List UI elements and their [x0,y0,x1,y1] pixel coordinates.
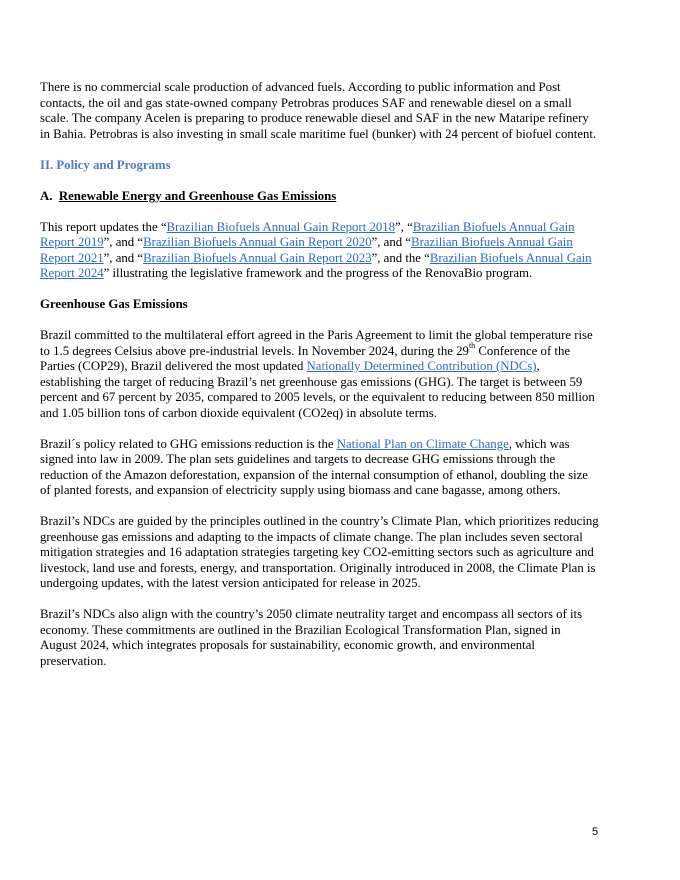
report-text-4: ”, and “ [371,235,412,249]
paris-text-2: Conference of the Parties (COP29), Brazil delivered the most updated [40,343,571,373]
document-body [40,80,600,685]
advanced-fuels-paragraph: There is no commercial scale production of advanced fuels. According to public information and Post contacts, the oil and gas state-owned company Petrobras produces SAF and renewable diesel on a small scale. The company Acelen is preparing to produce renewable diesel and SAF in the new Mataripe refinery in Bahia. Petrobras is also investing in small scale maritime fuel (bunker) with 24 percent of biofuel content. [40,80,597,141]
report-text-1: This report updates the “ [40,219,167,234]
ndc-principles-paragraph: Brazil’s NDCs are guided by the principles outlined in the country’s Climate Plan, which prioritizes reducing greenhouse gas emissions and adapting to the impacts of climate change. The plan includes seven sectoral mitigation strategies and 16 adaptation strategies targeting key CO2-emitting sectors such as agriculture and livestock, land use and forests, energy, and transportation. Originally introduced in 2008, the Climate Plan is undergoing updates, with the latest version anticipated for release in 2025. [40,514,599,590]
climate-neutrality-paragraph: Brazil’s NDCs also align with the country’s 2050 climate neutrality target and encompass all sectors of its economy. These commitments are outlined in the Brazilian Ecological Transformation Plan, signed in August 2024, which integrates proposals for sustainability, economic growth, and environmental preservation. [40,607,583,668]
subsection-heading [40,189,600,205]
link-national-plan-climate-change[interactable]: National Plan on Climate Change [336,436,509,451]
report-text-6: ”, and the “ [371,250,430,265]
ghg-heading: Greenhouse Gas Emissions [40,297,188,311]
paris-text-3: , establishing the target of reducing Brazil’s net greenhouse gas emissions (GHG). The target is between 59 percent and 67 percent by 2035, compared to 2005 levels, or the equivalent to reducing between 850 million and 1.05 billion tons of carbon dioxide equivalent (CO2eq) in absolute terms. [40,359,595,420]
report-text-3: ”, and “ [103,235,144,249]
paris-text-1: Brazil committed to the multilateral effort agreed in the Paris Agreement to limit the global temperature rise to 1.5 degrees Celsius above pre-industrial levels. In November 2024, during the 29 [40,328,593,358]
link-report-2021[interactable]: Brazilian Biofuels Annual Gain Report 2021 [40,235,573,265]
link-ndc[interactable]: Nationally Determined Contribution (NDCs) [306,359,537,373]
page-number: 5 [592,826,599,838]
link-report-2018[interactable]: Brazilian Biofuels Annual Gain Report 2018 [166,219,396,234]
link-report-2023[interactable]: Brazilian Biofuels Annual Gain Report 2023 [143,250,372,265]
climate-text-2: , which was signed into law in 2009. The plan sets guidelines and targets to decrease GHG emissions through the reduction of the Amazon deforestation, expansion of the internal consumption of ethanol, doubling the size of planted forests, and expansion of electricity supply using biomass and cane bagasse, among others. [40,436,588,497]
link-report-2024[interactable]: Brazilian Biofuels Annual Gain Report 2024 [40,250,592,280]
link-report-2019[interactable]: Brazilian Biofuels Annual Gain Report 2019 [40,219,575,249]
link-report-2020[interactable]: Brazilian Biofuels Annual Gain Report 2020 [143,235,372,249]
subsection-prefix: A. [40,188,53,203]
ordinal-superscript: th [468,341,476,351]
report-text-2: ”, “ [395,219,413,234]
report-text-5: ”, and “ [103,250,144,265]
paris-agreement-paragraph [40,328,600,421]
climate-text-1: Brazil´s policy related to GHG emissions reduction is the [40,436,337,451]
climate-plan-paragraph [40,437,600,499]
section-heading-policy-programs: II. Policy and Programs [40,157,171,172]
report-text-7: ” illustrating the legislative framework and the progress of the RenovaBio program. [103,266,533,280]
subsection-title: Renewable Energy and Greenhouse Gas Emissions [58,188,337,203]
report-updates-paragraph [40,220,600,282]
